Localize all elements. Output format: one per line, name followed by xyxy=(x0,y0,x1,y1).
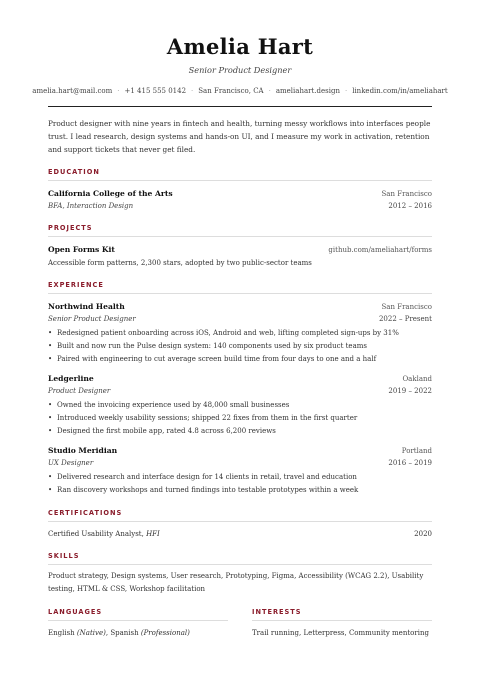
section-title-languages: LANGUAGES xyxy=(48,608,228,621)
contact-separator: · xyxy=(268,87,271,95)
experience-entry xyxy=(48,445,432,497)
languages-column xyxy=(48,596,228,639)
experience-entry xyxy=(48,301,432,366)
candidate-name: Amelia Hart xyxy=(166,34,314,59)
languages-list xyxy=(48,627,228,639)
experience-bullet: • Redesigned patient onboarding across iOS, Android and web, lifting completed sign-ups by 31% xyxy=(48,327,432,340)
skills-text: Product strategy, Design systems, User research, Prototyping, Figma, Accessibility (WCAG 2.2), Usability testing, HTML & CSS, Workshop facilitation xyxy=(48,572,424,593)
education-school: California College of the Arts xyxy=(48,189,173,198)
experience-company: Studio Meridian xyxy=(48,446,118,455)
experience-location: San Francisco xyxy=(381,303,432,311)
section-title-projects: PROJECTS xyxy=(48,224,432,237)
bottom-columns xyxy=(48,596,432,639)
contact-separator: · xyxy=(117,87,120,95)
experience-role: Senior Product Designer xyxy=(48,315,136,323)
contact-separator: · xyxy=(191,87,194,95)
experience-dates: 2016 – 2019 xyxy=(388,459,432,467)
experience-entry xyxy=(48,373,432,438)
experience-role: UX Designer xyxy=(48,459,94,467)
experience-bullet: • Paired with engineering to cut average screen build time from four days to one and a half xyxy=(48,353,432,366)
contact-location: San Francisco, CA xyxy=(198,87,264,95)
experience-bullets xyxy=(48,399,432,438)
project-description: Accessible form patterns, 2,300 stars, adopted by two public-sector teams xyxy=(48,259,312,267)
contact-phone: +1 415 555 0142 xyxy=(124,87,187,95)
experience-bullet: • Delivered research and interface design for 14 clients in retail, travel and education xyxy=(48,471,432,484)
experience-bullet: • Ran discovery workshops and turned findings into testable prototypes within a week xyxy=(48,484,432,497)
language-level: (Native) xyxy=(76,629,106,637)
experience-bullet: • Introduced weekly usability sessions; shipped 22 fixes from them in the first quarter xyxy=(48,412,432,425)
project-link[interactable]: github.com/ameliahart/forms xyxy=(328,246,432,254)
section-title-interests: INTERESTS xyxy=(252,608,432,621)
experience-dates: 2019 – 2022 xyxy=(388,387,432,395)
contact-website[interactable]: ameliahart.design xyxy=(275,87,340,95)
contact-separator: · xyxy=(344,87,348,95)
language-name: English xyxy=(48,629,75,637)
experience-company: Northwind Health xyxy=(48,302,125,311)
education-dates: 2012 – 2016 xyxy=(388,202,432,210)
experience-dates: 2022 – Present xyxy=(378,315,432,323)
project-entry xyxy=(48,244,432,269)
experience-location: Portland xyxy=(401,447,432,455)
section-title-skills: SKILLS xyxy=(48,552,432,565)
header-divider xyxy=(48,106,432,107)
experience-company: Ledgerline xyxy=(48,374,94,383)
project-name: Open Forms Kit xyxy=(48,245,115,254)
experience-bullet: • Owned the invoicing experience used by 48,000 small businesses xyxy=(48,399,432,412)
education-location: San Francisco xyxy=(381,190,432,198)
section-title-experience: EXPERIENCE xyxy=(48,281,432,294)
certification-entry xyxy=(48,528,432,540)
experience-bullets xyxy=(48,471,432,497)
contact-linkedin[interactable]: linkedin.com/in/ameliahart xyxy=(352,87,448,95)
contact-email[interactable]: amelia.hart@mail.com xyxy=(32,87,113,95)
experience-location: Oakland xyxy=(402,375,432,383)
education-entry xyxy=(48,188,432,212)
certification-title: Certified Usability Analyst, xyxy=(48,530,144,538)
interests-text: Trail running, Letterpress, Community mentoring xyxy=(252,629,429,637)
experience-bullet: • Designed the first mobile app, rated 4.8 across 6,200 reviews xyxy=(48,425,432,438)
section-title-certifications: CERTIFICATIONS xyxy=(48,509,432,522)
language-separator: , xyxy=(105,629,109,637)
experience-bullets xyxy=(48,327,432,366)
experience-role: Product Designer xyxy=(48,387,111,395)
interests-column xyxy=(252,596,432,639)
certification-year: 2020 xyxy=(414,530,432,538)
experience-bullet: • Built and now run the Pulse design system: 140 components used by six product teams xyxy=(48,340,432,353)
certification-issuer: HFI xyxy=(146,530,160,538)
language-level: (Professional) xyxy=(140,629,190,637)
contact-line xyxy=(32,86,448,96)
language-name: Spanish xyxy=(110,629,139,637)
certification-name xyxy=(48,528,160,540)
summary-text: Product designer with nine years in fintech and health, turning messy workflows into interfaces people trust. I lead research, design systems and hands-on UI, and I measure my work in activation, retention and support tickets that never get filed. xyxy=(48,119,431,154)
education-degree: BFA, Interaction Design xyxy=(48,202,134,210)
candidate-role: Senior Product Designer xyxy=(188,65,292,75)
section-title-education: EDUCATION xyxy=(48,168,432,181)
